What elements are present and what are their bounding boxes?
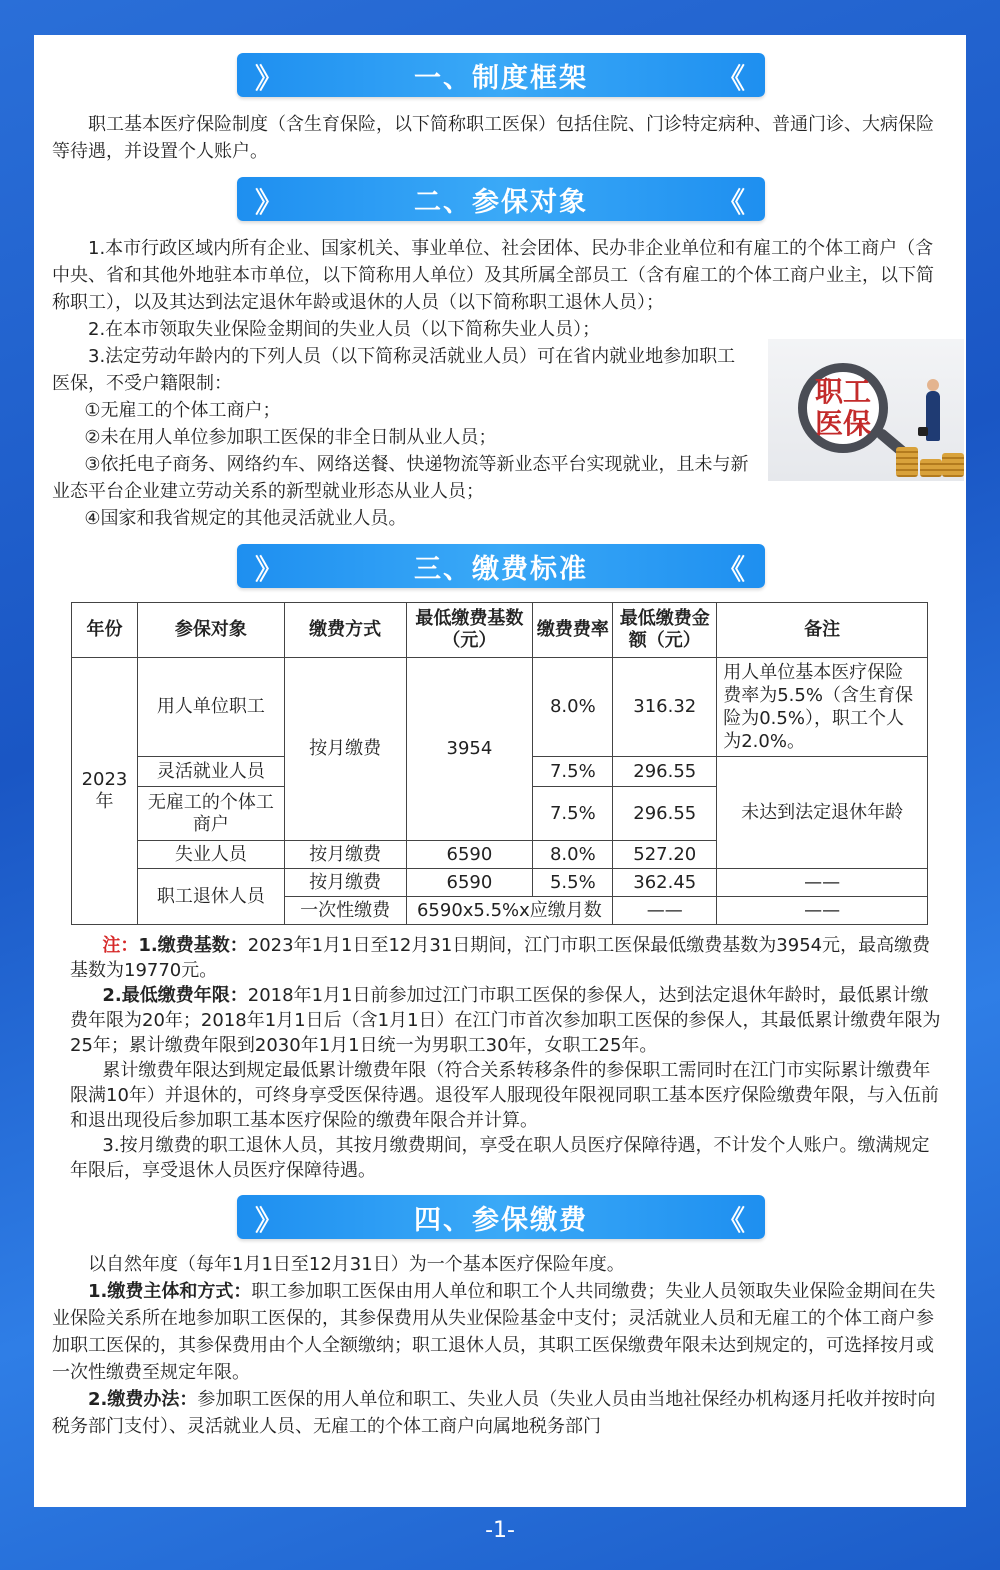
businessman-icon — [926, 391, 940, 441]
magnifier-icon — [798, 363, 888, 453]
header-target: 参保对象 — [137, 603, 284, 658]
paragraph-heading: 1.缴费主体和方式： — [88, 1281, 252, 1302]
note-2b: 累计缴费年限达到规定最低累计缴费年限（符合关系转移条件的参保职工需同时在江门市实际累计缴费年限满10年）并退休的，可终身享受医保待遇。退役军人服现役年限视同职工基本医疗保险缴费年限，与入伍前和退出现役后参加职工基本医疗保险的缴费年限合并计算。 — [70, 1060, 939, 1131]
cell-amount: 296.55 — [613, 787, 717, 841]
table-header-row — [72, 603, 928, 658]
section-title: 二、参保对象 — [414, 186, 588, 218]
table-row — [72, 869, 928, 897]
note-text: 2018年1月1日前参加过江门市职工医保的参保人，达到法定退休年龄时，最低累计缴费年限为20年；2018年1月1日后（含1月1日）在江门市首次参加职工医保的参保人，其最低累计缴费年限为25年；累计缴费年限到2030年1月1日统一为男职工30年，女职工25年。 — [70, 985, 941, 1056]
note-1 — [70, 933, 946, 983]
cell-rate: 8.0% — [533, 658, 613, 757]
cell-rate: 7.5% — [533, 787, 613, 841]
cell-base: 6590 — [406, 841, 533, 869]
cell-amount: 296.55 — [613, 757, 717, 787]
paragraph-text: 参加职工医保的用人单位和职工、失业人员（失业人员由当地社保经办机构逐月托收并按时向税务部门支付）、灵活就业人员、无雇工的个体工商户向属地税务部门 — [52, 1389, 936, 1437]
cell-method: 按月缴费 — [284, 658, 406, 841]
notes-block — [52, 933, 950, 1183]
section-banner-standard — [237, 544, 765, 588]
cell-target: 用人单位职工 — [137, 658, 284, 757]
section-title: 三、缴费标准 — [414, 553, 588, 585]
paragraph-text: 职工参加职工医保由用人单位和职工个人共同缴费；失业人员领取失业保险金期间在失业保险关系所在地参加职工医保的，其参保费用从失业保险基金中支付；灵活就业人员和无雇工的个体工商户参加职工医保的，其参保费用由个人全额缴纳；职工退休人员，其职工医保缴费年限未达到规定的，可选择按月或一次性缴费至规定年限。 — [52, 1281, 936, 1383]
section-body-payment — [52, 1251, 950, 1440]
cell-rate: 7.5% — [533, 757, 613, 787]
paragraph: 3.法定劳动年龄内的下列人员（以下简称灵活就业人员）可在省内就业地参加职工医保，不受户籍限制： — [52, 346, 736, 394]
header-base: 最低缴费基数（元） — [406, 603, 533, 658]
section-title: 一、制度框架 — [414, 62, 588, 94]
cell-amount: 316.32 — [613, 658, 717, 757]
cell-base: 6590x5.5%x应缴月数 — [406, 897, 613, 925]
paragraph-heading: 2.缴费办法： — [88, 1389, 198, 1410]
header-rate: 缴费费率 — [533, 603, 613, 658]
cell-method: 按月缴费 — [284, 869, 406, 897]
person-head — [927, 379, 939, 391]
photo-text: 医保 — [814, 407, 871, 440]
note-heading: 1.缴费基数： — [138, 935, 248, 956]
section-body-insured — [52, 235, 950, 532]
chevron-left-icon: 《 — [716, 186, 735, 219]
page-number: -1- — [485, 1518, 515, 1543]
cell-amount: —— — [613, 897, 717, 925]
cell-target: 职工退休人员 — [137, 869, 284, 925]
paragraph: ①无雇工的个体工商户； — [84, 400, 281, 421]
contribution-table — [71, 602, 928, 925]
paragraph: 1.本市行政区域内所有企业、国家机关、事业单位、社会团体、民办非企业单位和有雇工的个体工商户（含中央、省和其他外地驻本市单位，以下简称用人单位）及其所属全部员工（含有雇工的个体工商户业主，以下简称职工），以及其达到法定退休年龄或退休的人员（以下简称职工退休人员）； — [52, 238, 934, 313]
paragraph — [52, 1278, 950, 1386]
cell-remark: —— — [717, 869, 928, 897]
cell-rate: 5.5% — [533, 869, 613, 897]
header-remark: 备注 — [717, 603, 928, 658]
note-3: 3.按月缴费的职工退休人员，其按月缴费期间，享受在职人员医疗保障待遇，不计发个人账户。缴满规定年限后，享受退休人员医疗保障待遇。 — [70, 1135, 930, 1181]
cell-target: 灵活就业人员 — [137, 757, 284, 787]
briefcase-icon — [918, 427, 928, 436]
cell-year: 2023年 — [72, 658, 138, 925]
coin-stack-icon — [942, 453, 964, 477]
header-year: 年份 — [72, 603, 138, 658]
paragraph — [52, 1386, 950, 1440]
paragraph: 2.在本市领取失业保险金期间的失业人员（以下简称失业人员）； — [88, 319, 601, 340]
section-body-framework — [52, 111, 950, 165]
chevron-left-icon: 《 — [716, 62, 735, 95]
employee-insurance-photo — [768, 339, 964, 481]
table-row — [72, 658, 928, 757]
cell-remark: —— — [717, 897, 928, 925]
cell-base: 3954 — [406, 658, 533, 841]
paragraph: 以自然年度（每年1月1日至12月31日）为一个基本医疗保险年度。 — [88, 1254, 625, 1275]
chevron-right-icon: 》 — [255, 62, 274, 95]
cell-method: 一次性缴费 — [284, 897, 406, 925]
section-banner-framework — [237, 53, 765, 97]
coin-stack-icon — [896, 447, 918, 477]
cell-base: 6590 — [406, 869, 533, 897]
header-amount: 最低缴费金额（元） — [613, 603, 717, 658]
cell-remark: 未达到法定退休年龄 — [717, 757, 928, 869]
cell-rate: 8.0% — [533, 841, 613, 869]
cell-target: 无雇工的个体工商户 — [137, 787, 284, 841]
section-banner-payment — [237, 1195, 765, 1239]
note-heading: 2.最低缴费年限： — [102, 985, 248, 1006]
paragraph: 职工基本医疗保险制度（含生育保险，以下简称职工医保）包括住院、门诊特定病种、普通门诊、大病保险等待遇，并设置个人账户。 — [52, 114, 934, 162]
note-text: 2023年1月1日至12月31日期间，江门市职工医保最低缴费基数为3954元，最高缴费基数为19770元。 — [70, 935, 931, 981]
chevron-right-icon: 》 — [255, 1204, 274, 1237]
paragraph: ②未在用人单位参加职工医保的非全日制从业人员； — [84, 427, 497, 448]
photo-text: 职工 — [814, 375, 871, 408]
content-panel — [34, 35, 966, 1507]
section-title: 四、参保缴费 — [414, 1204, 588, 1236]
note-label: 注： — [102, 935, 139, 956]
cell-remark: 用人单位基本医疗保险费率为5.5%（含生育保险为0.5%），职工个人为2.0%。 — [717, 658, 928, 757]
cell-amount: 527.20 — [613, 841, 717, 869]
paragraph: ④国家和我省规定的其他灵活就业人员。 — [84, 508, 407, 529]
coin-stack-icon — [920, 459, 942, 477]
paragraph: ③依托电子商务、网络约车、网络送餐、快递物流等新业态平台实现就业，且未与新业态平台企业建立劳动关系的新型就业形态从业人员； — [52, 454, 749, 502]
header-method: 缴费方式 — [284, 603, 406, 658]
cell-target: 失业人员 — [137, 841, 284, 869]
chevron-left-icon: 《 — [716, 553, 735, 586]
section-banner-insured — [237, 177, 765, 221]
cell-amount: 362.45 — [613, 869, 717, 897]
cell-method: 按月缴费 — [284, 841, 406, 869]
note-2 — [70, 983, 946, 1058]
chevron-right-icon: 》 — [255, 186, 274, 219]
chevron-right-icon: 》 — [255, 553, 274, 586]
chevron-left-icon: 《 — [716, 1204, 735, 1237]
